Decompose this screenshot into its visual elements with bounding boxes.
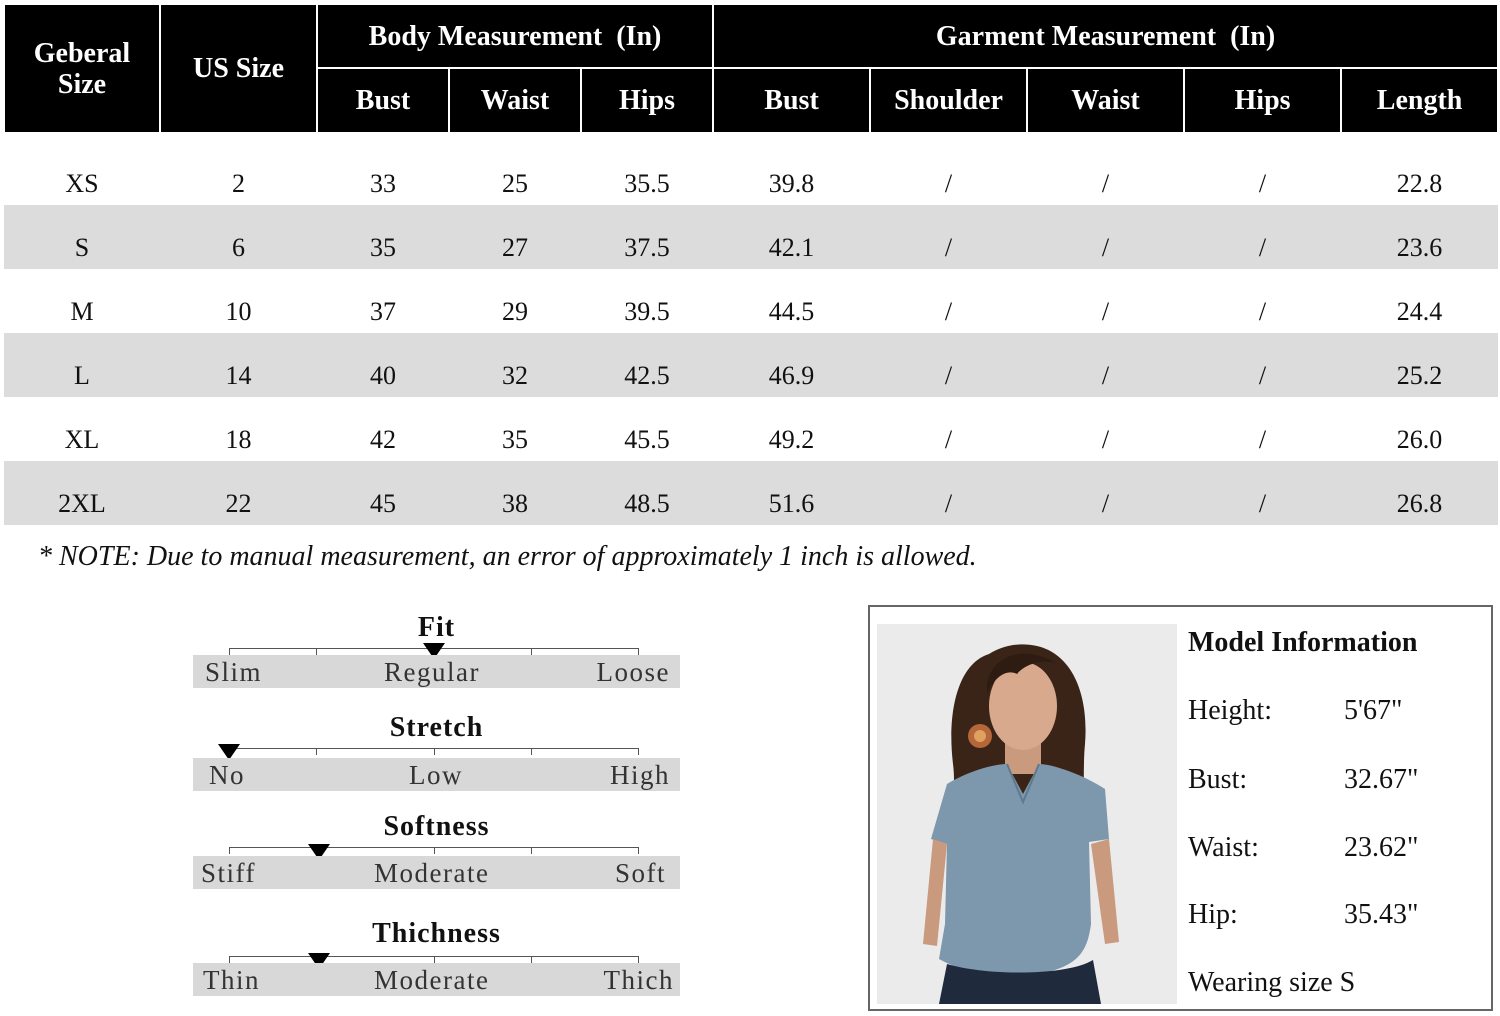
scale-tick [434,749,435,755]
softness-scale-rule [229,847,639,848]
table-cell: M [4,269,160,333]
fit-label-right: Loose [596,657,670,687]
table-cell: 27 [449,205,581,269]
table-cell: 32 [449,333,581,397]
header-body-waist: Waist [449,68,581,133]
table-cell: 38 [449,461,581,525]
table-cell: / [870,269,1027,333]
softness-label-left: Stiff [201,858,257,888]
stretch-scale-bar [193,758,680,791]
table-cell: 24.4 [1341,269,1498,333]
softness-scale-title: Softness [383,811,490,842]
thickness-label-left: Thin [203,965,260,995]
model-waist-value: 23.62" [1344,832,1419,863]
table-cell: 35 [317,205,449,269]
table-cell: 40 [317,333,449,397]
table-cell: 42.5 [581,333,713,397]
table-cell: 26.0 [1341,397,1498,461]
table-cell: / [1184,333,1341,397]
table-cell: 6 [160,205,317,269]
table-cell: / [1027,397,1184,461]
table-cell: 42 [317,397,449,461]
softness-scale [193,811,680,903]
header-garment-waist: Waist [1027,68,1184,133]
scale-tick [638,848,639,854]
table-cell: / [870,461,1027,525]
table-cell: / [1184,397,1341,461]
fit-scale-title: Fit [417,612,456,643]
scale-tick [531,848,532,854]
stretch-scale-rule [229,748,639,749]
scale-tick [229,848,230,854]
fit-label-middle: Regular [384,657,480,687]
table-cell: / [1027,333,1184,397]
softness-label-middle: Moderate [374,858,490,888]
fit-scale-bar [193,655,680,688]
table-cell: / [870,141,1027,205]
model-wearing-size: Wearing size S [1188,967,1356,998]
model-waist-label: Waist: [1188,832,1259,863]
measurement-note: * NOTE: Due to manual measurement, an error of approximately 1 inch is allowed. [38,541,977,572]
table-cell: / [870,333,1027,397]
header-general-size-line2: Size [57,68,107,100]
model-hip-label: Hip: [1188,899,1238,930]
table-cell: / [1027,141,1184,205]
model-height-label: Height: [1188,695,1272,726]
table-row [4,205,1498,269]
thickness-label-middle: Moderate [374,965,490,995]
stretch-scale [193,712,680,804]
size-table-body [4,133,1498,525]
table-cell: / [870,205,1027,269]
model-info-text [1188,607,1488,1007]
table-cell: 29 [449,269,581,333]
thickness-scale-title: Thichness [372,918,501,949]
table-cell: XL [4,397,160,461]
table-row [4,461,1498,525]
stretch-label-left: No [209,760,245,790]
table-cell: 35.5 [581,141,713,205]
header-garment-hips: Hips [1184,68,1341,133]
model-info-title: Model Information [1188,627,1418,658]
table-cell: 39.5 [581,269,713,333]
fit-label-left: Slim [205,657,263,687]
table-cell: 10 [160,269,317,333]
table-cell: / [1184,141,1341,205]
table-cell: 22 [160,461,317,525]
softness-label-right: Soft [614,858,666,888]
table-cell: S [4,205,160,269]
fit-scale [193,612,680,704]
size-chart-table [3,3,1499,525]
model-bust-label: Bust: [1188,764,1248,795]
table-cell: 44.5 [713,269,870,333]
scale-tick [638,749,639,755]
table-cell: 45.5 [581,397,713,461]
model-hip-value: 35.43" [1344,899,1419,930]
header-garment-bust: Bust [713,68,870,133]
table-cell: 25 [449,141,581,205]
table-cell: L [4,333,160,397]
table-cell: / [1184,269,1341,333]
table-row [4,333,1498,397]
header-garment-length: Length [1341,68,1498,133]
thickness-scale-bar [193,963,680,996]
table-cell: 26.8 [1341,461,1498,525]
table-cell: 46.9 [713,333,870,397]
table-cell: / [1027,205,1184,269]
table-cell: 23.6 [1341,205,1498,269]
softness-scale-bar [193,856,680,889]
scale-tick [434,848,435,854]
table-cell: 33 [317,141,449,205]
header-us-size: US Size [160,4,317,133]
table-cell: 37.5 [581,205,713,269]
header-general-size [4,4,160,133]
table-cell: 2 [160,141,317,205]
model-photo-illustration [877,624,1177,1004]
header-general-size-line1: Geberal [33,37,131,69]
table-cell: / [1027,461,1184,525]
scale-tick [316,749,317,755]
table-cell: 51.6 [713,461,870,525]
table-row [4,141,1498,205]
thickness-scale-rule [229,956,639,957]
table-cell: 45 [317,461,449,525]
table-cell: 2XL [4,461,160,525]
header-body-measurement: Body Measurement (In) [317,4,713,68]
stretch-label-right: High [610,760,670,790]
table-cell: 39.8 [713,141,870,205]
table-cell: / [870,397,1027,461]
table-cell: 18 [160,397,317,461]
table-row [4,269,1498,333]
scale-tick [531,749,532,755]
header-body-hips: Hips [581,68,713,133]
stretch-label-middle: Low [409,760,463,790]
table-cell: / [1027,269,1184,333]
table-cell: / [1184,205,1341,269]
model-bust-value: 32.67" [1344,764,1419,795]
table-row [4,397,1498,461]
table-cell: 22.8 [1341,141,1498,205]
table-cell: 49.2 [713,397,870,461]
model-photo [877,624,1177,1004]
table-cell: 25.2 [1341,333,1498,397]
table-cell: 42.1 [713,205,870,269]
model-information-panel [868,605,1493,1011]
table-cell: 48.5 [581,461,713,525]
header-garment-measurement: Garment Measurement (In) [713,4,1498,68]
table-cell: 35 [449,397,581,461]
stretch-scale-title: Stretch [389,712,484,743]
thickness-label-right: Thich [603,965,674,995]
header-body-bust: Bust [317,68,449,133]
thickness-scale [193,918,680,1010]
model-height-value: 5'67" [1344,695,1403,726]
table-cell: / [1184,461,1341,525]
table-cell: 14 [160,333,317,397]
table-cell: XS [4,141,160,205]
table-cell: 37 [317,269,449,333]
header-garment-shoulder: Shoulder [870,68,1027,133]
